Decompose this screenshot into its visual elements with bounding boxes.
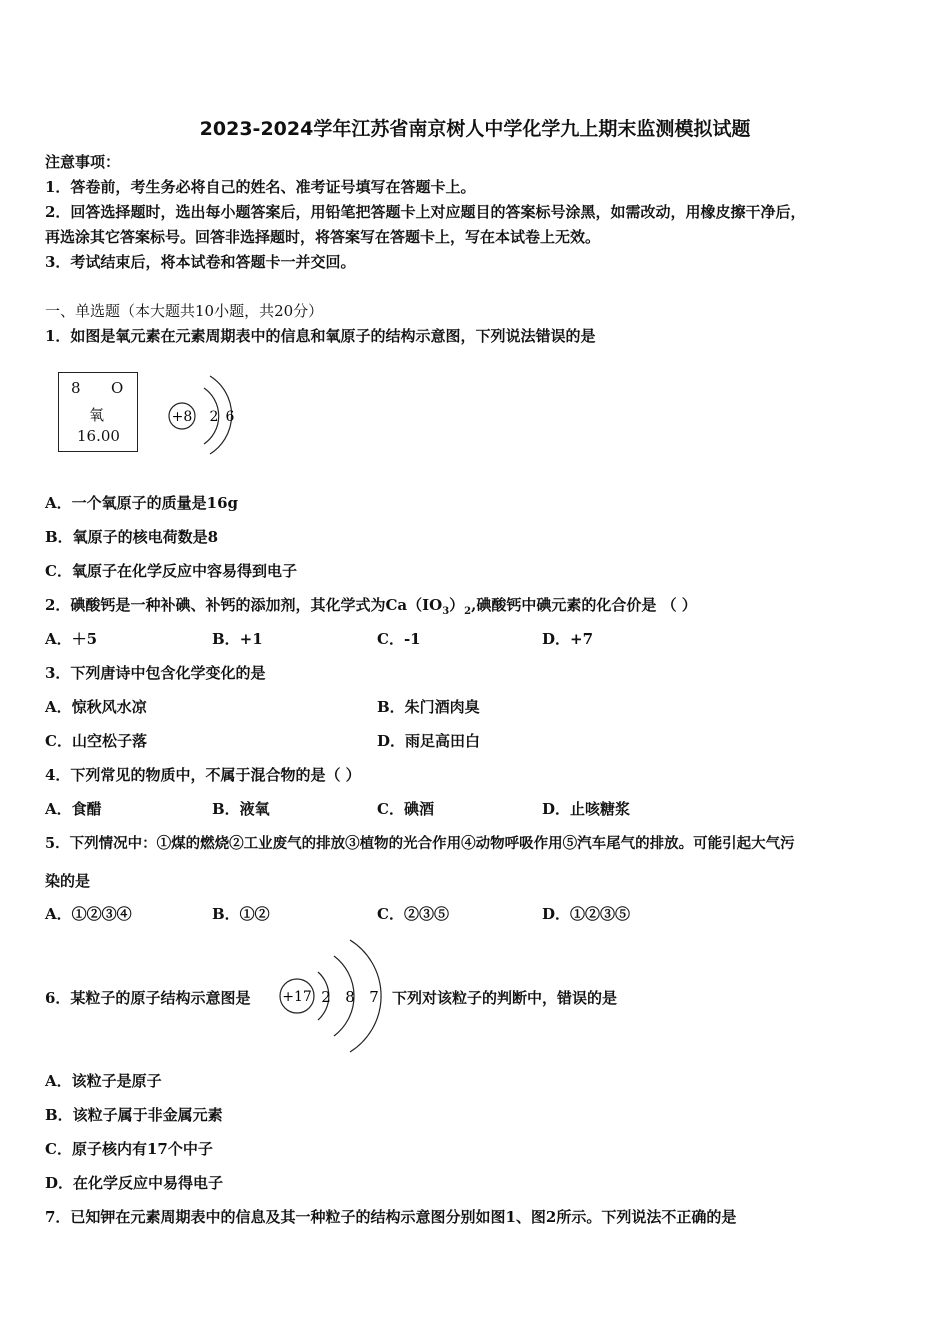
section-heading: 一、单选题（本大题共10小题，共20分）	[45, 302, 324, 320]
question-2-stem: 2．碘酸钙是一种补碘、补钙的添加剂，其化学式为$Ca(IO_3)_2$,碘酸钙中碘元素的化合价是 （ ）	[45, 596, 697, 617]
option-d: D．雨足高田白	[377, 732, 481, 750]
atomic-number: 8	[71, 379, 81, 397]
shell-electrons: 7	[369, 988, 379, 1006]
shell-electrons: 2	[209, 409, 219, 425]
shell-electrons: 8	[345, 988, 355, 1006]
nucleus-charge: +17	[282, 989, 312, 1005]
option-c: C．原子核内有17个中子	[45, 1140, 213, 1158]
option-c: C．山空松子落	[45, 732, 147, 750]
question-3-stem: 3．下列唐诗中包含化学变化的是	[45, 664, 266, 682]
option-a: A．惊秋风水凉	[45, 698, 147, 716]
option-a: A．一个氧原子的质量是16g	[45, 494, 239, 512]
option-a: A．该粒子是原子	[45, 1072, 162, 1090]
option-b: B．氧原子的核电荷数是8	[45, 528, 219, 546]
notice-heading: 注意事项：	[45, 153, 121, 171]
atomic-mass: 16.00	[77, 427, 120, 445]
notice-item: 再选涂其它答案标号。回答非选择题时，将答案写在答题卡上，写在本试卷上无效。	[45, 228, 601, 246]
option-b: B．朱门酒肉臭	[377, 698, 480, 716]
option-b: B．该粒子属于非金属元素	[45, 1106, 223, 1124]
chlorine-atom-diagram	[276, 936, 388, 1056]
option-c: C．-1	[377, 630, 421, 648]
option-d: D．止咳糖浆	[542, 800, 631, 818]
question-7-stem: 7．已知钾在元素周期表中的信息及其一种粒子的结构示意图分别如图1、图2所示。下列说法不正确的是	[45, 1208, 737, 1226]
notice-item: 2．回答选择题时，选出每小题答案后，用铅笔把答题卡上对应题目的答案标号涂黑，如需改动，用橡皮擦干净后，	[45, 203, 806, 221]
option-c: C．②③⑤	[377, 905, 449, 923]
question-6-stem-after: 下列对该粒子的判断中，错误的是	[392, 989, 618, 1007]
option-b: B．①②	[212, 905, 270, 923]
option-a: A．①②③④	[45, 905, 132, 923]
option-d: D．+7	[542, 630, 594, 648]
question-5-stem: 5．下列情况中：①煤的燃烧②工业废气的排放③植物的光合作用④动物呼吸作用⑤汽车尾气的排放。可能引起大气污	[45, 835, 795, 852]
question-5-stem-cont: 染的是	[45, 872, 91, 890]
option-c: C．氧原子在化学反应中容易得到电子	[45, 562, 297, 580]
element-symbol: O	[111, 379, 124, 397]
question-4-stem: 4．下列常见的物质中，不属于混合物的是（ ）	[45, 766, 361, 784]
shell-electrons: 6	[225, 409, 235, 425]
oxygen-atom-diagram	[160, 372, 250, 456]
shell-electrons: 2	[321, 988, 331, 1006]
option-b: B．液氧	[212, 800, 270, 818]
option-b: B．+1	[212, 630, 263, 648]
question-1-stem: 1．如图是氧元素在元素周期表中的信息和氧原子的结构示意图，下列说法错误的是	[45, 327, 596, 345]
nucleus-charge: +8	[171, 409, 193, 425]
option-a: A．食醋	[45, 800, 102, 818]
notice-item: 1．答卷前，考生务必将自己的姓名、准考证号填写在答题卡上。	[45, 178, 476, 196]
option-d: D．①②③⑤	[542, 905, 631, 923]
notice-item: 3．考试结束后，将本试卷和答题卡一并交回。	[45, 253, 356, 271]
page-title: 2023-2024学年江苏省南京树人中学化学九上期末监测模拟试题	[199, 118, 751, 140]
oxygen-element-tile	[58, 372, 138, 452]
option-d: D．在化学反应中易得电子	[45, 1174, 224, 1192]
element-name: 氧	[89, 406, 105, 424]
option-a: A．＋5	[45, 630, 98, 648]
question-6-stem-before: 6．某粒子的原子结构示意图是	[45, 989, 251, 1007]
option-c: C．碘酒	[377, 800, 434, 818]
